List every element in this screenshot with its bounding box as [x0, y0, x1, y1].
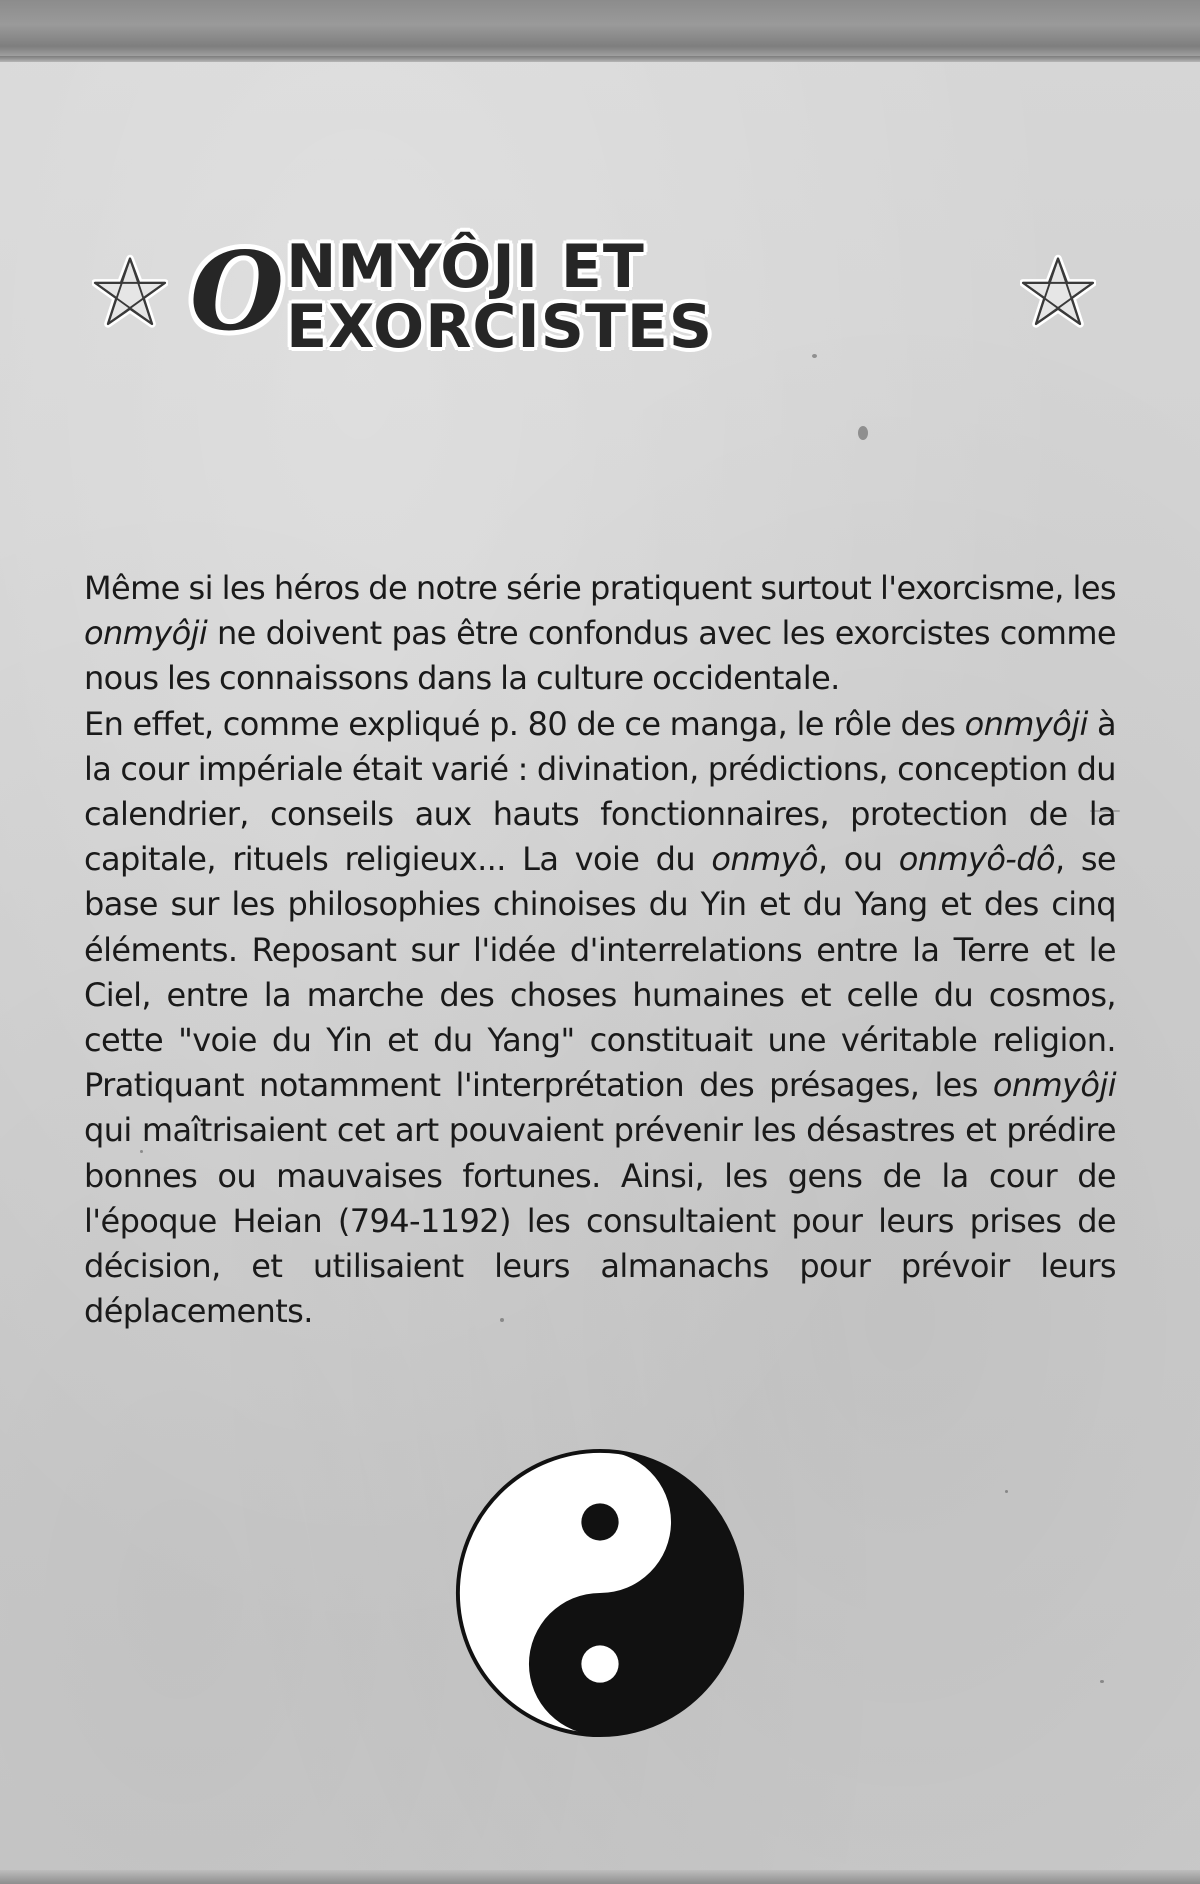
- italic-term: onmyô-dô: [898, 840, 1055, 879]
- body-text: [84, 566, 1116, 1334]
- text-run: , ou: [817, 840, 899, 879]
- title-row: [0, 229, 1200, 362]
- top-border-band: [0, 0, 1200, 62]
- italic-term: onmyôji: [84, 614, 208, 653]
- text-run: Même si les héros de notre série pratiquent surtout l'exorcisme, les: [84, 569, 1116, 607]
- paper-speck: [1005, 1490, 1008, 1493]
- title-text: NMYÔJI ET EXORCISTES: [286, 232, 714, 362]
- yin-yang-icon: [453, 1446, 747, 1740]
- pentagram-icon: [92, 254, 168, 330]
- pentagram-icon: [1020, 254, 1096, 330]
- bottom-border-band: [0, 1870, 1200, 1884]
- italic-term: onmyô: [711, 840, 818, 879]
- text-run: , se base sur les philosophies chinoises du Yin et du Yang et des cinq éléments. Reposant sur l'idée d'interrelations entre la Terre et le Ciel, entre la marche des choses humaines et celle du cosmos, cette "voie du Yin et du Yang" constituait une véritable religion. Pratiquant notamment l'interprétation des présages, les: [84, 840, 1116, 1105]
- italic-term: onmyôji: [992, 1066, 1116, 1105]
- text-run: à la cour impériale était varié : divination, prédictions, conception du calendrier, conseils aux hauts fonctionnaires, protection de la capitale, rituels religieux... La voie du: [84, 704, 1116, 879]
- text-run: qui maîtrisaient cet art pouvaient prévenir les désastres et prédire bonnes ou mauvaises fortunes. Ainsi, les gens de la cour de l'époque Heian (794-1192) les consultaient pour leurs prises de décision, et utilisaient leurs almanachs pour prévoir leurs déplacements.: [84, 1111, 1116, 1331]
- paper-speck: [1100, 1680, 1104, 1683]
- text-run: ne doivent pas être confondus avec les exorcistes comme nous les connaissons dans la culture occidentale.: [84, 614, 1116, 698]
- italic-term: onmyôji: [964, 704, 1088, 743]
- text-run: En effet, comme expliqué p. 80 de ce manga, le rôle des: [84, 704, 965, 743]
- paragraph: [84, 566, 1116, 702]
- paragraph: [84, 702, 1116, 1335]
- paper-speck: [858, 426, 868, 440]
- title-initial: O: [190, 229, 285, 355]
- page-title: [190, 229, 1010, 362]
